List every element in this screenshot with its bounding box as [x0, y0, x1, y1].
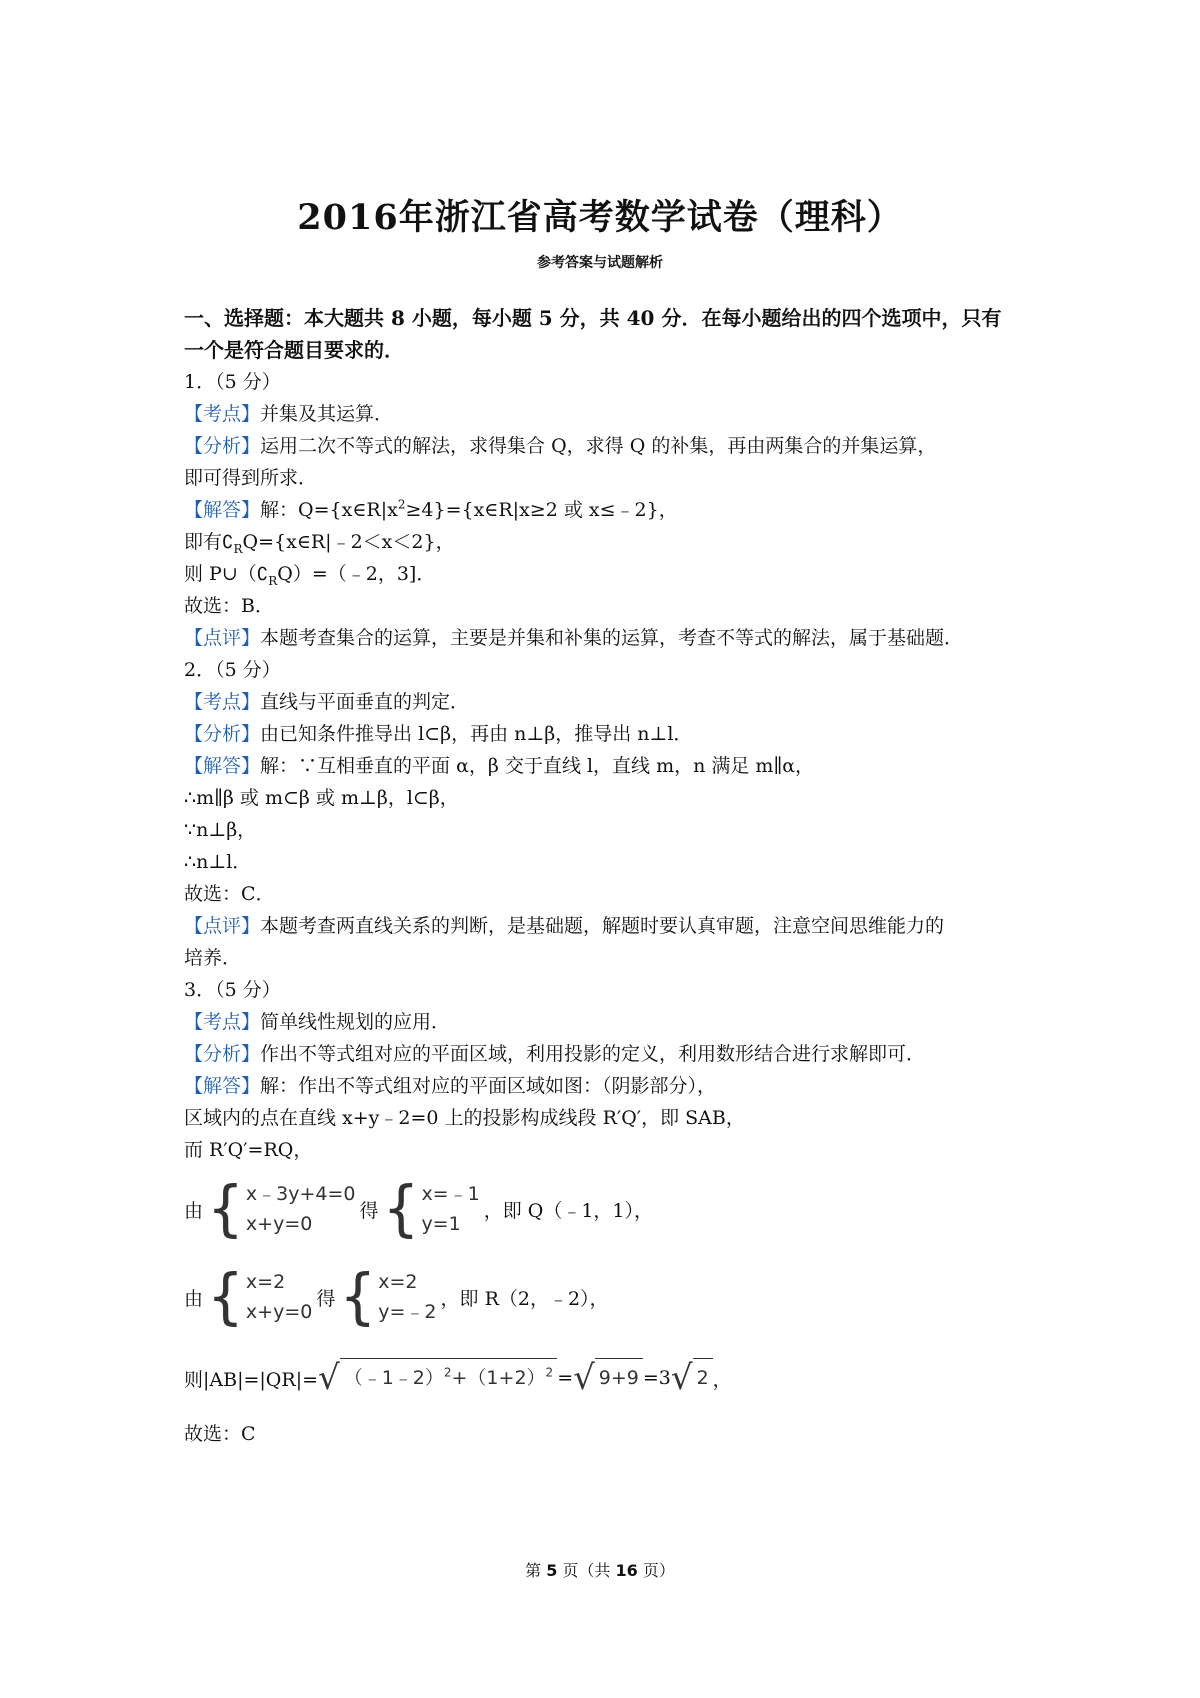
q3-system-2: 由 { x=2 x+y=0 得 { x=2 y=﹣2 ，即 R（2，﹣2）， — [184, 1260, 609, 1332]
page-total: 16 — [615, 1561, 638, 1580]
q2-kaodian: 【考点】直线与平面垂直的判定． — [184, 691, 470, 713]
equation-system: { x=2 x+y=0 — [207, 1260, 313, 1332]
sqrt-expression: √ 2 — [671, 1358, 713, 1398]
tag-fenxi: 分析 — [203, 435, 242, 457]
q1-fenxi-cont: 即可得到所求． — [184, 467, 318, 489]
equation-system: { x﹣3y+4=0 x+y=0 — [207, 1172, 356, 1244]
q3-fenxi: 【分析】作出不等式组对应的平面区域，利用投影的定义，利用数形结合进行求解即可． — [184, 1043, 926, 1065]
q2-answer: 故选：C． — [184, 883, 275, 905]
q3-number: 3．（5 分） — [184, 979, 281, 1001]
q3-jieda: 【解答】解：作出不等式组对应的平面区域如图：（阴影部分）， — [184, 1075, 717, 1097]
q1-dianping: 【点评】本题考查集合的运算，主要是并集和补集的运算，考查不等式的解法，属于基础题． — [184, 627, 964, 649]
q3-jieda-line3: 而 R′Q′=RQ， — [184, 1139, 313, 1161]
q3-distance: 则|AB|=|QR|= √ $(﹣1﹣2)^2+(1+2)^2$ = √ 9+9 =3 √ 2 ， — [184, 1358, 732, 1398]
tag-dianping: 点评 — [203, 627, 242, 649]
content-body — [184, 302, 1024, 1450]
page-footer: 第 5 页（共 16 页） — [525, 1561, 675, 1580]
q2-dianping-cont: 培养． — [184, 947, 242, 969]
q3-jieda-line2: 区域内的点在直线 x+y﹣2=0 上的投影构成线段 R′Q′，即 SAB， — [184, 1107, 745, 1129]
page-number: 5 — [546, 1561, 558, 1580]
q1-answer: 故选：B． — [184, 595, 274, 617]
q3-answer: 故选：C — [184, 1423, 256, 1445]
complement-symbol: ∁ — [256, 564, 269, 585]
section-heading-cont: 一个是符合题目要求的． — [184, 338, 404, 362]
solution-system: { x=2 y=﹣2 — [339, 1260, 437, 1332]
q2-number: 2．（5 分） — [184, 659, 281, 681]
section-heading: 一、选择题：本大题共 8 小题，每小题 5 分，共 40 分．在每小题给出的四个选项中，只有 — [184, 306, 1002, 330]
q1-jieda-line3: 则 $P\cup(∁_RQ)=(﹣2$，3]． — [184, 563, 436, 588]
q1-fenxi: 【分析】运用二次不等式的解法，求得集合 Q，求得 Q 的补集，再由两集合的并集运算， — [184, 435, 937, 457]
tag-kaodian: 考点 — [203, 403, 242, 425]
q2-jieda-line4: ∴n⊥l． — [184, 851, 252, 873]
q3-system-1: 由 { x﹣3y+4=0 x+y=0 得 { x=﹣1 y=1 ，即 Q（﹣1，1）， — [184, 1172, 653, 1244]
sqrt-expression: √ $(﹣1﹣2)^2+(1+2)^2$ — [318, 1358, 557, 1398]
q2-jieda-line3: ∵n⊥β， — [184, 819, 257, 841]
q2-dianping: 【点评】本题考查两直线关系的判断，是基础题，解题时要认真审题，注意空间思维能力的 — [184, 915, 945, 937]
complement-symbol: ∁ — [222, 532, 234, 553]
tag-jieda: 解答 — [203, 499, 242, 521]
q2-jieda-line2: ∴m∥β 或 m⊂β 或 m⊥β，l⊂β， — [184, 787, 459, 809]
q1-jieda-line2: 即有$∁_RQ=\{x\in R|﹣2<x<2\}$， — [184, 531, 455, 556]
q2-jieda: 【解答】解：∵互相垂直的平面 α，β 交于直线 l，直线 m，n 满足 m∥α， — [184, 755, 815, 777]
sqrt-expression: √ 9+9 — [573, 1358, 643, 1398]
page-title: 2016年浙江省高考数学试卷（理科） — [297, 197, 903, 238]
q2-fenxi: 【分析】由已知条件推导出 l⊂β，再由 n⊥β，推导出 n⊥l． — [184, 723, 693, 745]
solution-system: { x=﹣1 y=1 — [382, 1172, 480, 1244]
q1-number: 1．（5 分） — [184, 371, 281, 393]
page-subtitle: 参考答案与试题解析 — [537, 255, 663, 271]
q1-kaodian: 【考点】并集及其运算． — [184, 403, 394, 425]
q1-jieda: 【解答】解：$Q=\{x\in R|x^2\ge 4\}=\{x\in R|x\ge 2$ 或 x≤﹣2}， — [184, 497, 678, 521]
q3-kaodian: 【考点】简单线性规划的应用． — [184, 1011, 451, 1033]
